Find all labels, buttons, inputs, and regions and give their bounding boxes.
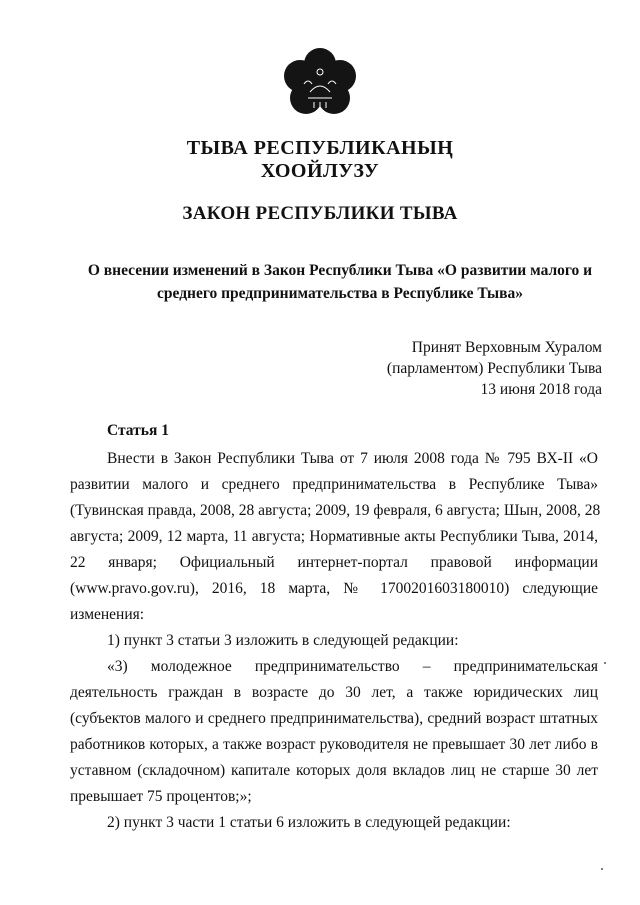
article-item: 2) пункт 3 части 1 статьи 6 изложить в следующей редакции: — [107, 814, 511, 831]
adoption-date: 13 июня 2018 года — [480, 381, 602, 398]
scan-speck — [604, 662, 606, 664]
article-text-line: Внести в Закон Республики Тыва от 7 июля 2008 года № 795 ВХ-II «О — [107, 450, 598, 467]
article-text-line: (www.pravo.gov.ru), 2016, 18 марта, № 1700201603180010) следующие — [70, 580, 598, 597]
article-text-line: августа; 2009, 12 марта, 11 августа; Нормативные акты Республики Тыва, 2014, — [70, 528, 598, 545]
law-subject — [70, 259, 610, 305]
adoption-line: Принят Верховным Хуралом — [411, 339, 602, 356]
page-title: ЗАКОН РЕСПУБЛИКИ ТЫВА — [182, 203, 458, 224]
law-subject-line: среднего предпринимательства в Республике Тыва» — [157, 285, 523, 302]
title-law-tuvan: ХООЙЛУЗУ — [260, 160, 380, 182]
article-text-line: (субъектов малого и среднего предпринимательства), средний возраст штатных — [70, 710, 598, 727]
adoption-line: (парламентом) Республики Тыва — [386, 360, 602, 377]
title-republic-tuvan: ТЫВА РЕСПУБЛИКАНЫҢ — [186, 137, 454, 159]
article-text-line: уставном (складочном) капитале которых доля вкладов лиц не старше 30 лет — [70, 762, 598, 779]
article-item: 1) пункт 3 статьи 3 изложить в следующей редакции: — [107, 632, 459, 649]
law-subject-line: О внесении изменений в Закон Республики Тыва «О развитии малого и — [87, 262, 593, 279]
republic-emblem-icon — [278, 44, 362, 120]
article-heading: Статья 1 — [107, 422, 169, 439]
scan-speck — [601, 868, 603, 870]
article-text-line: работников которых, а также возраст руководителя не превышает 30 лет либо в — [70, 736, 598, 753]
adoption-block — [387, 337, 602, 400]
article-text-line: деятельность граждан в возрасте до 30 лет, а также юридических лиц — [70, 684, 598, 701]
article-text-line: «3) молодежное предпринимательство – предпринимательская — [107, 658, 598, 675]
article-text-line: (Тувинская правда, 2008, 28 августа; 2009, 19 февраля, 6 августа; Шын, 2008, 28 — [70, 502, 601, 519]
article-text-line: превышает 75 процентов;»; — [70, 788, 252, 805]
article-text-line: развитии малого и среднего предпринимательства в Республике Тыва» — [70, 476, 598, 493]
article-text-line: изменения: — [70, 606, 145, 623]
article-text-line: 22 января; Официальный интернет-портал правовой информации — [70, 554, 598, 571]
